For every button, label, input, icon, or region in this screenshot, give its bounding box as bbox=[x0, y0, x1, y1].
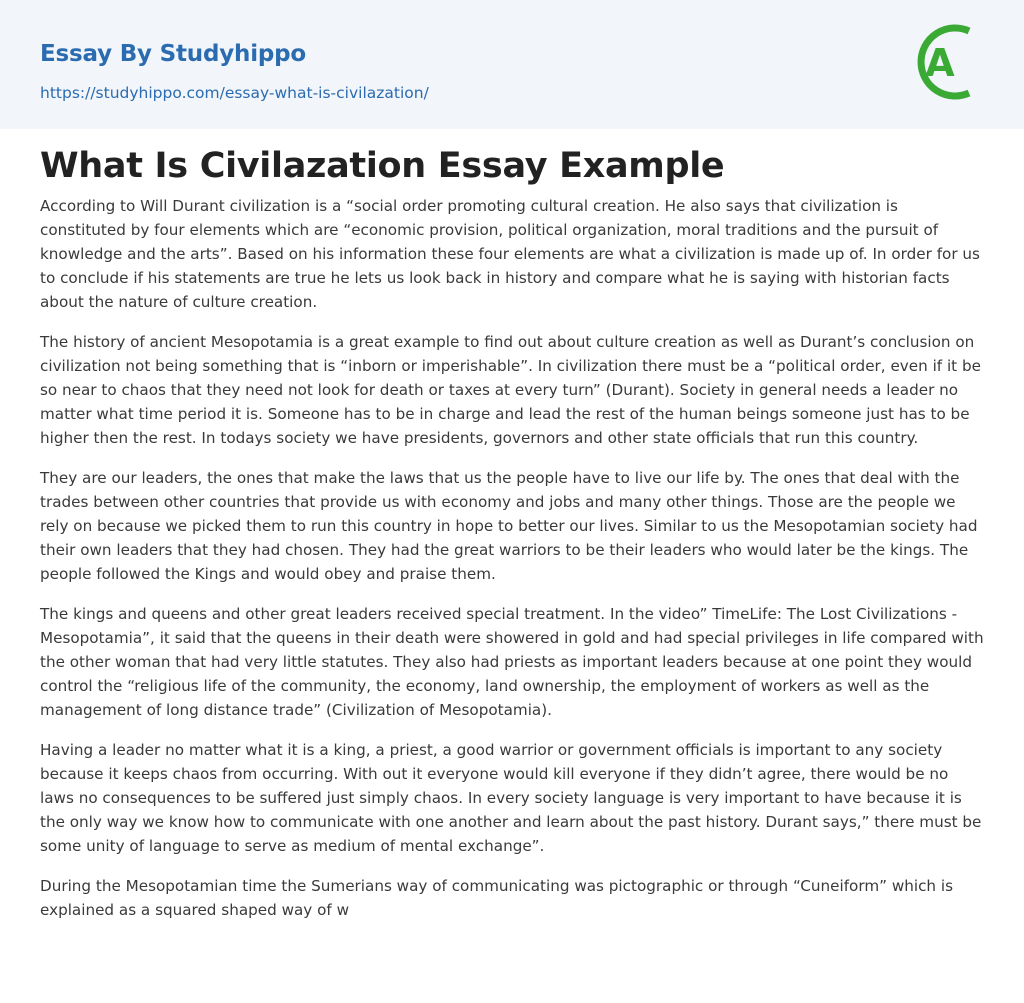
source-url-link[interactable]: https://studyhippo.com/essay-what-is-civilazation/ bbox=[40, 84, 429, 102]
paragraph: According to Will Durant civilization is a “social order promoting cultural creation. He also says that civilization is constituted by four elements which are “economic provision, political organization, moral traditions and the pursuit of knowledge and the arts”. Based on his information these four elements are what a civilization is made up of. In order for us to conclude if his statements are true he lets us look back in history and compare what he is saying with historian facts about the nature of culture creation. bbox=[40, 197, 980, 311]
essay-body bbox=[40, 194, 984, 938]
studyhippo-logo-icon[interactable] bbox=[912, 20, 986, 104]
logo-letter: A bbox=[925, 41, 955, 85]
paragraph: During the Mesopotamian time the Sumerians way of communicating was pictographic or through “Cuneiform” which is explained as a squared shaped way of w bbox=[40, 877, 954, 919]
paragraph: Having a leader no matter what it is a king, a priest, a good warrior or government officials is important to any society because it keeps chaos from occurring. With out it everyone would kill everyone if they didn’t agree, there would be no laws no consequences to be suffered just simply chaos. In every society language is very important to have because it is the only way we know how to communicate with one another and learn about the past history. Durant says,” there must be some unity of language to serve as medium of mental exchange”. bbox=[40, 741, 982, 855]
site-brand[interactable]: Essay By Studyhippo bbox=[40, 41, 307, 67]
paragraph: The kings and queens and other great leaders received special treatment. In the video” TimeLife: The Lost Civilizations - Mesopotamia”, it said that the queens in their death were showered in gold and had special privileges in life compared with the other woman that had very little statutes. They also had priests as important leaders because at one point they would control the “religious life of the community, the economy, land ownership, the employment of workers as well as the management of long distance trade” (Civilization of Mesopotamia). bbox=[40, 605, 984, 719]
essay-title: What Is Civilazation Essay Example bbox=[40, 146, 725, 186]
paragraph: The history of ancient Mesopotamia is a great example to find out about culture creation as well as Durant’s conclusion on civilization not being something that is “inborn or imperishable”. In civilization there must be a “political order, even if it be so near to chaos that they need not look for death or taxes at every turn” (Durant). Society in general needs a leader no matter what time period it is. Someone has to be in charge and lead the rest of the human beings someone just has to be higher then the rest. In todays society we have presidents, governors and other state officials that run this country. bbox=[40, 333, 981, 447]
paragraph: They are our leaders, the ones that make the laws that us the people have to live our life by. The ones that deal with the trades between other countries that provide us with economy and jobs and many other things. Those are the people we rely on because we picked them to run this country in hope to better our lives. Similar to us the Mesopotamian society had their own leaders that they had chosen. They had the great warriors to be their leaders who would later be the kings. The people followed the Kings and would obey and praise them. bbox=[40, 469, 978, 583]
site-header bbox=[0, 0, 1024, 129]
